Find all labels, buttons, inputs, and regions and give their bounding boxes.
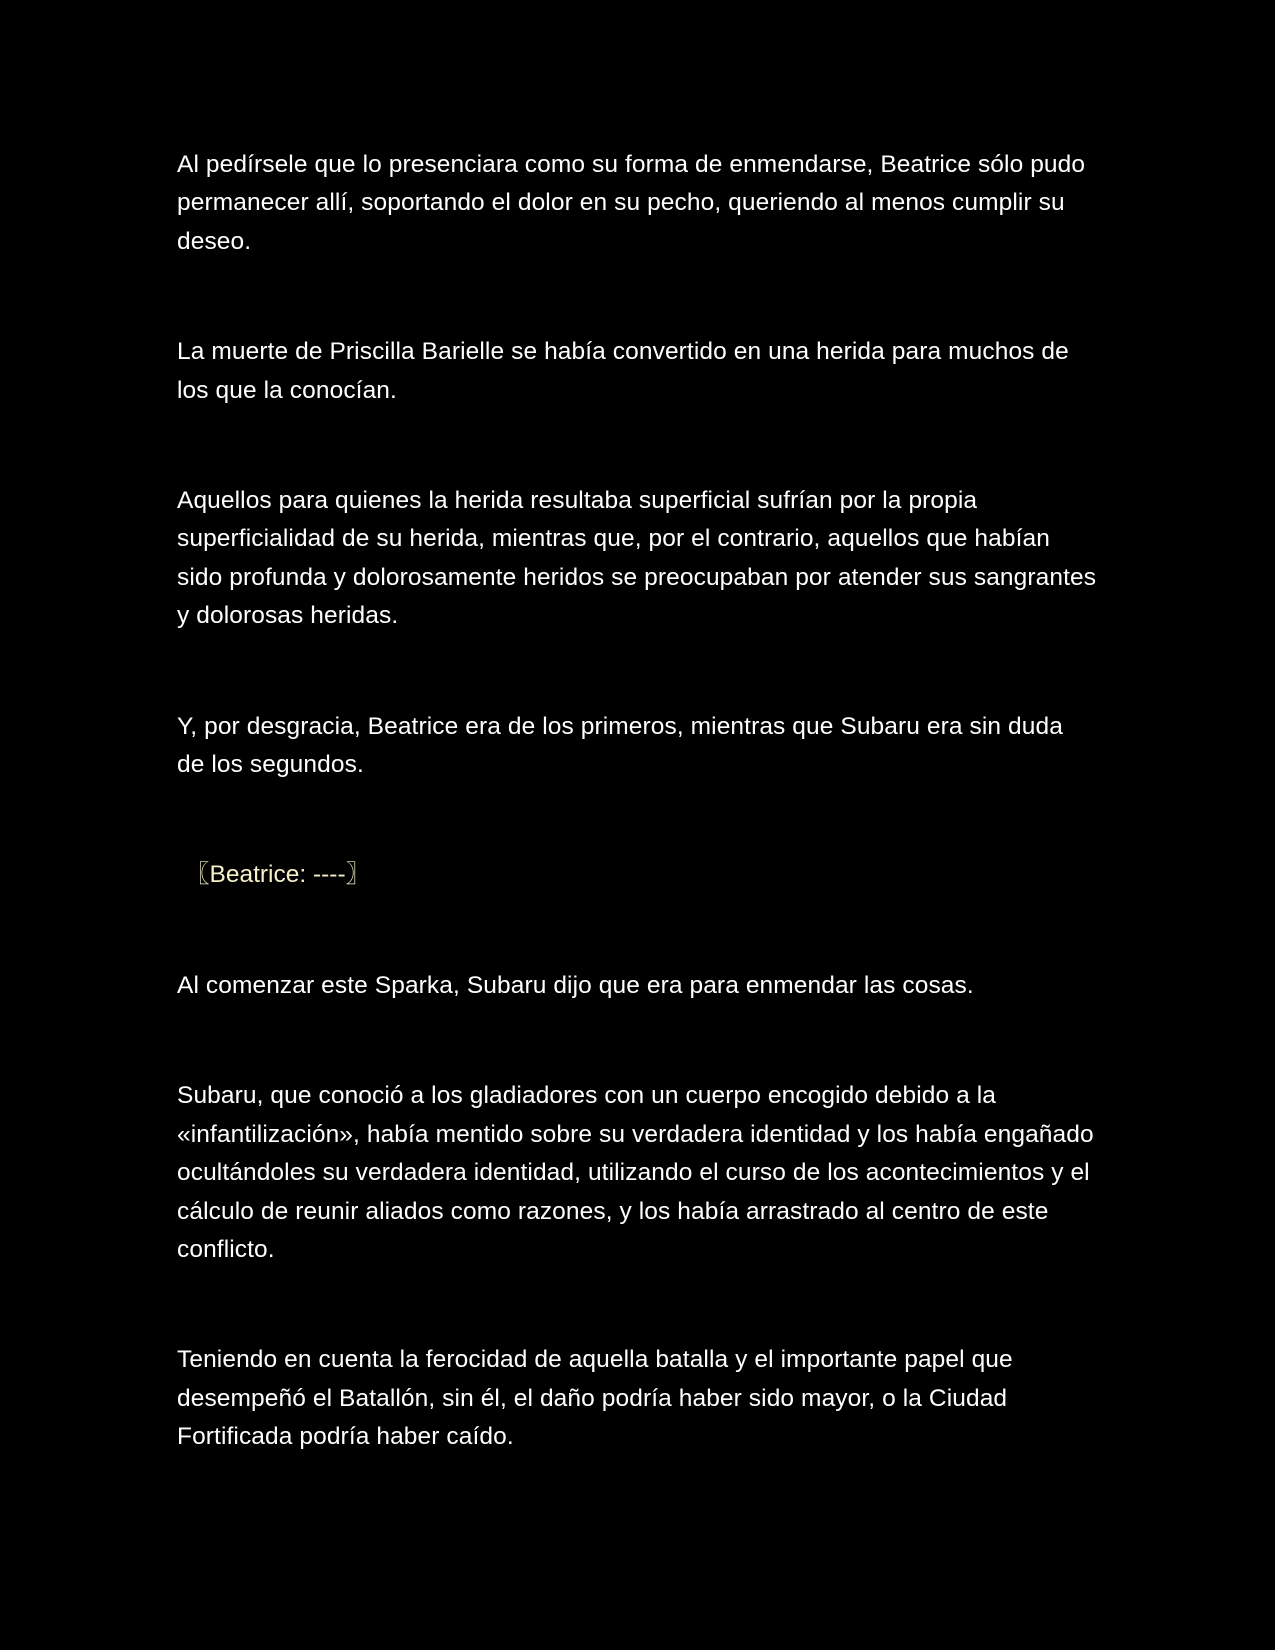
paragraph-gap: [177, 261, 1097, 333]
paragraph-gladiators: Subaru, que conoció a los gladiadores con un cuerpo encogido debido a la «infantilización», había mentido sobre su verdadera identidad y los había engañado ocultándoles su verdadera identidad, utilizando el curso de los acontecimientos y el cálculo de reunir aliados como razones, y los había arrastrado al centro de este conflicto.: [177, 1082, 1094, 1263]
paragraph-gap: [177, 636, 1097, 708]
paragraph-battle: Teniendo en cuenta la ferocidad de aquella batalla y el importante papel que desempeñó el Batallón, sin él, el daño podría haber sido mayor, o la Ciudad Fortificada podría haber caído.: [177, 1346, 1013, 1451]
document-body: [177, 146, 1097, 1457]
paragraph-gap: [177, 784, 1097, 856]
paragraph-wounds: Aquellos para quienes la herida resultaba superficial sufrían por la propia superficialidad de su herida, mientras que, por el contrario, aquellos que habían sido profunda y dolorosamente heridos se preocupaban por atender sus sangrantes y dolorosas heridas.: [177, 487, 1097, 630]
paragraph-gap: [177, 410, 1097, 482]
paragraph-sparka: Al comenzar este Sparka, Subaru dijo que era para enmendar las cosas.: [177, 971, 974, 999]
dialogue-beatrice: 〖Beatrice: ----〗: [185, 861, 371, 889]
paragraph-gap: [177, 1269, 1097, 1341]
paragraph-beatrice-subaru: Y, por desgracia, Beatrice era de los primeros, mientras que Subaru era sin duda de los segundos.: [177, 712, 1063, 779]
paragraph-priscilla-death: La muerte de Priscilla Barielle se había convertido en una herida para muchos de los que la conocían.: [177, 338, 1069, 404]
paragraph-gap: [177, 895, 1097, 967]
paragraph-enmendarse: Al pedírsele que lo presenciara como su forma de enmendarse, Beatrice sólo pudo permanecer allí, soportando el dolor en su pecho, queriendo al menos cumplir su deseo.: [177, 151, 1086, 255]
paragraph-gap: [177, 1005, 1097, 1077]
